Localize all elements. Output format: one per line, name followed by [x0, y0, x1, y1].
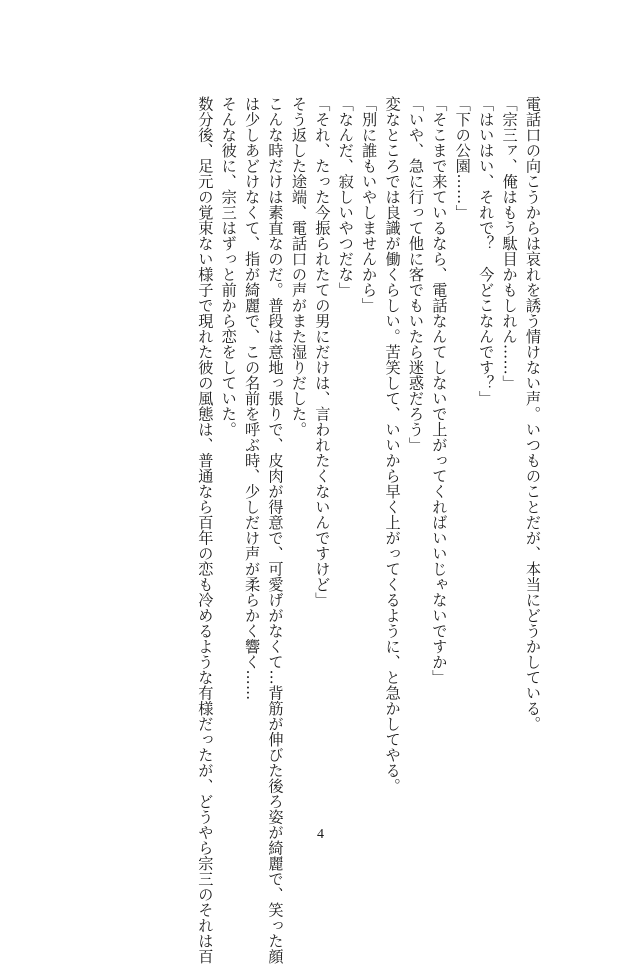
text-line: 数分後、足元の覚束ない様子で現れた彼の風態は、普通なら百年の恋も冷めるような有様だったが、どうやら宗三のそれは百 — [196, 96, 215, 964]
text-line: こんな時だけは素直なのだ。普段は意地っ張りで、皮肉が得意で、可愛げがなくて…背筋が伸びた後ろ姿が綺麗で、笑った顔 — [266, 96, 285, 964]
text-line: 「それ、たった今振られたての男にだけは、言われたくないんですけど」 — [313, 96, 332, 608]
text-line: 「はいはい、それで？ 今どこなんです？」 — [477, 96, 496, 406]
text-line: そんな彼に、宗三はずっと前から恋をしていた。 — [219, 96, 238, 437]
text-line: 「いや、急に行って他に客でもいたら迷惑だろう」 — [406, 96, 425, 453]
text-line: 「そこまで来ているなら、電話なんてしないで上がってくればいいじゃないですか」 — [430, 96, 449, 685]
text-line: は少しあどけなくて、指が綺麗で、この名前を呼ぶ時、少しだけ声が柔らかく響く…… — [243, 96, 262, 701]
text-line: 「別に誰もいやしませんから」 — [360, 96, 379, 313]
text-line: 電話口の向こうからは哀れを誘う情けない声。いつものことだが、本当にどうかしている。 — [524, 96, 542, 732]
text-line: 「下の公園……」 — [453, 96, 472, 220]
text-line: 変なところでは良識が働くらしい。苦笑して、いいから早く上がってくるように、と急かしてやる。 — [383, 96, 402, 794]
vertical-text-block — [170, 96, 544, 964]
page-number: 4 — [317, 827, 324, 842]
text-line: そう返した途端、電話口の声がまた湿りだした。 — [289, 96, 308, 437]
text-line: 「なんだ、寂しいやつだな」 — [336, 96, 355, 298]
text-line: 「宗三ァ、俺はもう駄目かもしれん……」 — [500, 96, 519, 391]
